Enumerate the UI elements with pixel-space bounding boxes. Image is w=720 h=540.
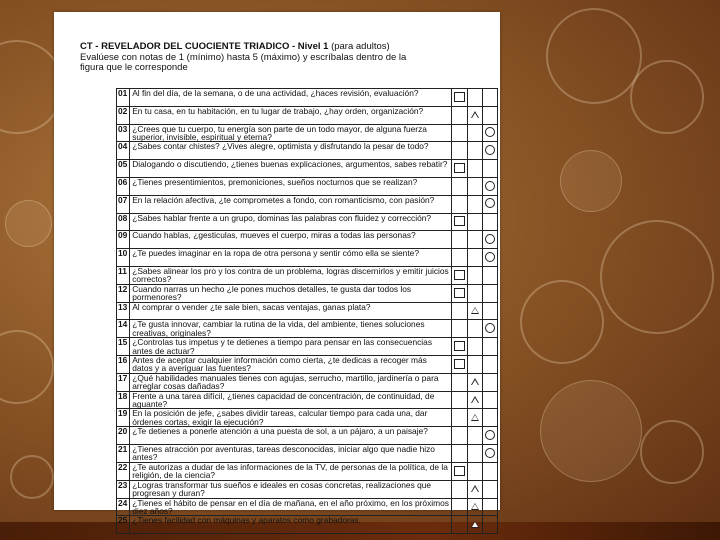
question-text: ¿Sabes alinear los pro y los contra de un problema, logras discernirlos y emitir juicios correctos? [130,266,452,284]
question-row [117,445,498,463]
question-text: Al comprar o vender ¿te sale bien, sacas ventajas, ganas plata? [130,302,452,320]
question-text: ¿Logras transformar tus sueños e ideales en cosas concretas, realizaciones que progresan y duran? [130,480,452,498]
circle-answer-box[interactable] [485,430,495,440]
question-row [117,106,498,124]
question-text: ¿Tienes el hábito de pensar en el día de mañana, en el año próximo, en los próximos diez años? [130,498,452,516]
circle-column-cell [482,320,497,338]
question-text: ¿Tienes atracción por aventuras, tareas desconocidas, iniciar algo que nadie hizo antes? [130,445,452,463]
question-number: 15 [117,338,130,356]
circle-column-cell [482,427,497,445]
square-column-cell [452,106,467,124]
triangle-column-cell [467,284,482,302]
triangle-answer-box[interactable] [471,378,479,385]
square-column-cell [452,373,467,391]
square-column-cell [452,445,467,463]
triangle-column-cell [467,462,482,480]
triangle-column-cell [467,516,482,534]
circle-answer-box[interactable] [485,127,495,137]
circle-column-cell [482,89,497,107]
question-row [117,320,498,338]
triangle-column-cell [467,409,482,427]
square-column-cell [452,178,467,196]
circle-answer-box[interactable] [485,145,495,155]
question-row [117,427,498,445]
circle-column-cell [482,231,497,249]
triangle-column-cell [467,338,482,356]
question-text: ¿Sabes hablar frente a un grupo, dominas las palabras con fluidez y corrección? [130,213,452,231]
circle-column-cell [482,124,497,142]
question-number: 23 [117,480,130,498]
header-instruction-1: Evalúese con notas de 1 (mínimo) hasta 5 (máximo) y escríbalas dentro de la [80,51,407,63]
question-text: Dialogando o discutiendo, ¿tienes buenas explicaciones, argumentos, sabes rebatir? [130,160,452,178]
triangle-column-cell [467,320,482,338]
question-number: 20 [117,427,130,445]
question-row [117,231,498,249]
triangle-answer-box[interactable] [471,485,479,492]
square-column-cell [452,142,467,160]
question-number: 04 [117,142,130,160]
question-number: 19 [117,409,130,427]
question-row [117,124,498,142]
square-column-cell [452,284,467,302]
triangle-column-cell [467,445,482,463]
square-column-cell [452,231,467,249]
question-number: 11 [117,266,130,284]
circle-column-cell [482,266,497,284]
question-row [117,213,498,231]
question-row [117,409,498,427]
question-number: 12 [117,284,130,302]
triangle-answer-box[interactable] [471,396,479,403]
triangle-answer-box[interactable] [471,521,479,528]
bokeh-circle [10,455,54,499]
question-row [117,142,498,160]
question-row [117,498,498,516]
square-answer-box[interactable] [454,270,465,280]
question-row [117,160,498,178]
square-column-cell [452,427,467,445]
question-row [117,338,498,356]
square-column-cell [452,498,467,516]
square-column-cell [452,195,467,213]
triangle-column-cell [467,302,482,320]
question-row [117,266,498,284]
question-text: Cuando narras un hecho ¿le pones muchos detalles, te gusta dar todos los pormenores? [130,284,452,302]
triangle-column-cell [467,498,482,516]
header-title-suffix: (para adultos) [328,41,390,52]
square-column-cell [452,160,467,178]
question-text: ¿Te detienes a ponerle atención a una puesta de sol, a un pájaro, a un paisaje? [130,427,452,445]
triangle-column-cell [467,249,482,267]
triangle-column-cell [467,89,482,107]
circle-column-cell [482,142,497,160]
question-number: 10 [117,249,130,267]
square-answer-box[interactable] [454,466,465,476]
square-answer-box[interactable] [454,288,465,298]
circle-column-cell [482,516,497,534]
triangle-column-cell [467,160,482,178]
question-text: ¿Tienes presentimientos, premoniciones, sueños nocturnos que se realizan? [130,178,452,196]
square-column-cell [452,302,467,320]
circle-column-cell [482,480,497,498]
question-row [117,373,498,391]
triangle-column-cell [467,427,482,445]
question-text: En la relación afectiva, ¿te comprometes a fondo, con romanticismo, con pasión? [130,195,452,213]
question-number: 02 [117,106,130,124]
square-column-cell [452,391,467,409]
question-number: 01 [117,89,130,107]
question-row [117,195,498,213]
header-title-line [80,42,496,53]
triangle-column-cell [467,231,482,249]
circle-answer-box[interactable] [485,198,495,208]
question-number: 07 [117,195,130,213]
header-instruction-2: figura que le corresponde [80,62,188,73]
triangle-column-cell [467,124,482,142]
square-answer-box[interactable] [454,341,465,351]
circle-column-cell [482,106,497,124]
question-row [117,516,498,534]
circle-column-cell [482,338,497,356]
triangle-column-cell [467,213,482,231]
bokeh-circle [546,8,642,104]
triangle-column-cell [467,178,482,196]
circle-column-cell [482,178,497,196]
square-column-cell [452,356,467,374]
triangle-column-cell [467,266,482,284]
question-row [117,356,498,374]
circle-answer-box[interactable] [485,448,495,458]
question-text: ¿Crees que tu cuerpo, tu energía son parte de un todo mayor, de alguna fuerza superior, invisible, espiritual y eterna? [130,124,452,142]
question-number: 14 [117,320,130,338]
triangle-column-cell [467,373,482,391]
bokeh-circle [540,380,642,482]
question-text: ¿Te gusta innovar, cambiar la rutina de la vida, del ambiente, tienes soluciones creativas, originales? [130,320,452,338]
question-text: ¿Te puedes imaginar en la ropa de otra persona y sentir cómo ella se siente? [130,249,452,267]
question-number: 16 [117,356,130,374]
question-text: ¿Qué habilidades manuales tienes con agujas, serrucho, martillo, jardinería o para arreglar cosas dañadas? [130,373,452,391]
question-text: ¿Te autorizas a dudar de las informaciones de la TV, de personas de la política, de la religión, de la ciencia? [130,462,452,480]
question-number: 03 [117,124,130,142]
question-number: 17 [117,373,130,391]
question-text: Frente a una tarea difícil, ¿tienes capacidad de concentración, de continuidad, de aguante? [130,391,452,409]
question-text: En tu casa, en tu habitación, en tu lugar de trabajo, ¿hay orden, organización? [130,106,452,124]
square-column-cell [452,338,467,356]
bokeh-circle [630,60,704,134]
question-text: En la posición de jefe, ¿sabes dividir tareas, calcular tiempo para cada una, dar órdenes cortas, exigir la ejecución? [130,409,452,427]
circle-column-cell [482,284,497,302]
bokeh-circle [600,220,714,334]
circle-column-cell [482,498,497,516]
square-answer-box[interactable] [454,92,465,102]
square-column-cell [452,409,467,427]
question-number: 08 [117,213,130,231]
circle-column-cell [482,462,497,480]
question-number: 21 [117,445,130,463]
circle-column-cell [482,373,497,391]
circle-answer-box[interactable] [485,252,495,262]
circle-column-cell [482,249,497,267]
document-header [80,42,496,74]
square-column-cell [452,516,467,534]
header-title: CT - REVELADOR DEL CUOCIENTE TRIADICO - Nivel 1 [80,41,329,52]
circle-column-cell [482,195,497,213]
question-row [117,249,498,267]
question-row [117,391,498,409]
bokeh-circle [520,280,604,364]
bokeh-circle [640,420,704,484]
question-number: 25 [117,516,130,534]
square-answer-box[interactable] [454,359,465,369]
circle-column-cell [482,213,497,231]
question-text: ¿Tienes facilidad con máquinas y aparatos como grabadoras, [130,516,452,534]
question-row [117,178,498,196]
triangle-answer-box[interactable] [471,503,479,510]
question-text: ¿Controlas tus impetus y te detienes a tiempo para pensar en las consecuencias antes de actuar? [130,338,452,356]
question-text: Al fin del día, de la semana, o de una actividad, ¿haces revisión, evaluación? [130,89,452,107]
square-column-cell [452,89,467,107]
square-column-cell [452,480,467,498]
question-text: Antes de aceptar cualquier información como cierta, ¿te dedicas a recoger más datos y a averiguar las fuentes? [130,356,452,374]
triangle-column-cell [467,356,482,374]
triangle-column-cell [467,391,482,409]
square-column-cell [452,249,467,267]
question-number: 09 [117,231,130,249]
triangle-column-cell [467,106,482,124]
triangle-column-cell [467,142,482,160]
bokeh-circle [5,200,52,247]
question-number: 06 [117,178,130,196]
square-column-cell [452,213,467,231]
square-column-cell [452,266,467,284]
document-page [54,12,500,526]
triangle-answer-box[interactable] [471,111,479,118]
question-row [117,462,498,480]
triangle-answer-box[interactable] [471,414,479,421]
triangle-column-cell [467,480,482,498]
question-number: 05 [117,160,130,178]
circle-answer-box[interactable] [485,234,495,244]
bokeh-circle [560,150,622,212]
question-number: 18 [117,391,130,409]
triangle-column-cell [467,195,482,213]
question-row [117,302,498,320]
circle-column-cell [482,409,497,427]
circle-answer-box[interactable] [485,323,495,333]
question-text: ¿Sabes contar chistes? ¿Vives alegre, optimista y disfrutando la pesar de todo? [130,142,452,160]
question-row [117,284,498,302]
question-row [117,480,498,498]
triangle-answer-box[interactable] [471,307,479,314]
square-column-cell [452,462,467,480]
circle-column-cell [482,356,497,374]
question-number: 13 [117,302,130,320]
circle-column-cell [482,445,497,463]
circle-column-cell [482,391,497,409]
circle-column-cell [482,160,497,178]
square-answer-box[interactable] [454,163,465,173]
square-column-cell [452,320,467,338]
question-text: Cuando hablas, ¿gesticulas, mueves el cuerpo, miras a todas las personas? [130,231,452,249]
questionnaire-table [116,88,498,534]
square-column-cell [452,124,467,142]
question-number: 24 [117,498,130,516]
question-row [117,89,498,107]
circle-column-cell [482,302,497,320]
bokeh-circle [0,330,54,404]
circle-answer-box[interactable] [485,181,495,191]
question-number: 22 [117,462,130,480]
square-answer-box[interactable] [454,216,465,226]
